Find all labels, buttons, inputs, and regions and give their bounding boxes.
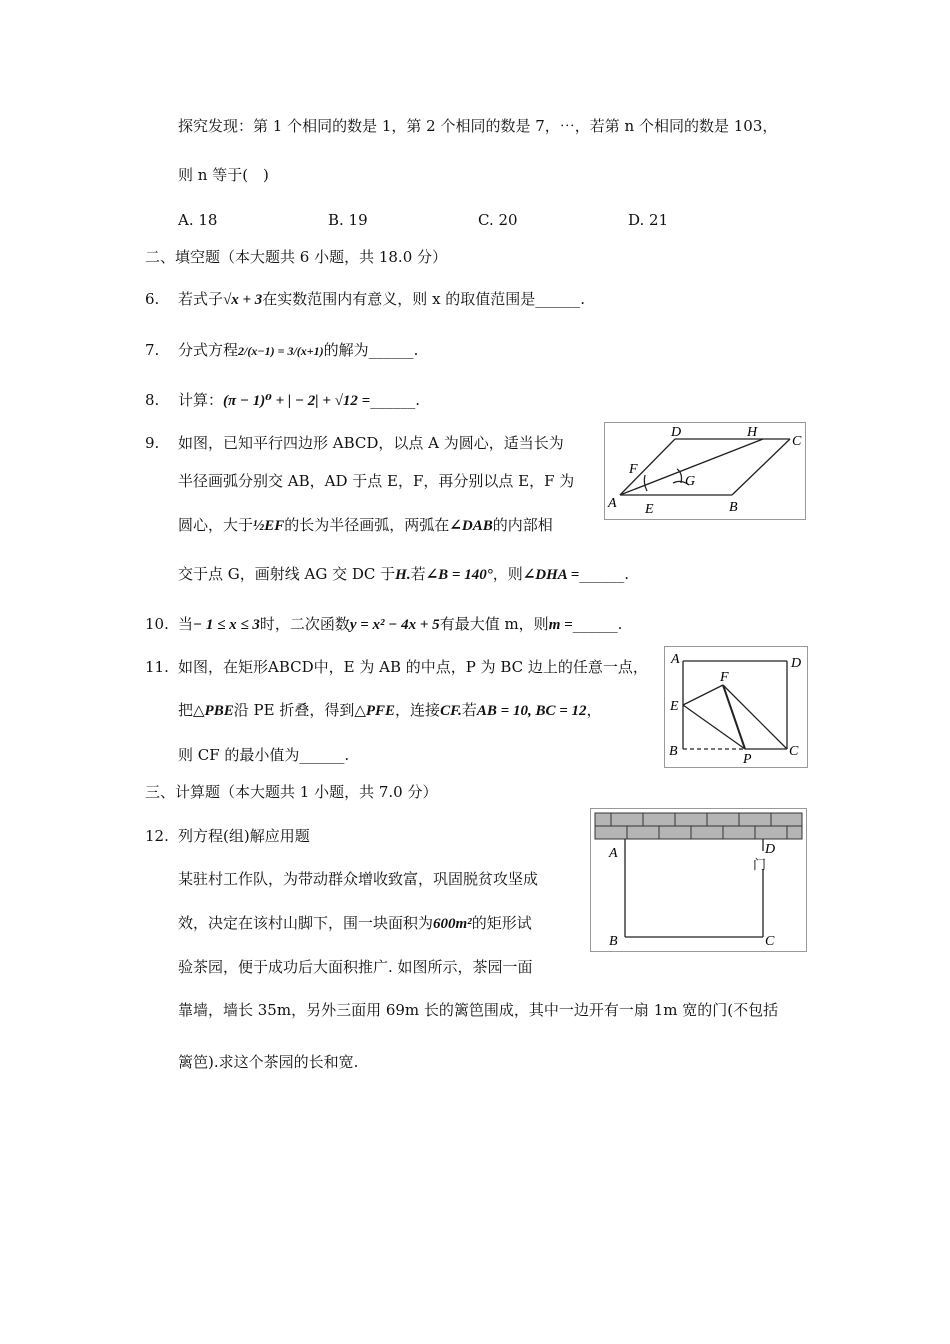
q11-label-a: A <box>671 652 680 667</box>
q12-line1: 某驻村工作队，为带动群众增收致富，巩固脱贫攻坚成 <box>178 870 539 888</box>
q9-label-d: D <box>671 425 682 440</box>
q9-label-f: F <box>629 462 638 477</box>
q12-line4: 靠墙，墙长 35m，另外三面用 69m 长的篱笆围成，其中一边开有一扇 1m 宽的门(不包括 <box>178 1001 779 1019</box>
q12-label-d: D <box>765 842 776 857</box>
q5-option-d: D. 21 <box>628 211 669 229</box>
q12-title: 列方程(组)解应用题 <box>178 827 310 845</box>
q12-label-c: C <box>765 934 775 949</box>
q11-rectangle-figure <box>664 646 808 768</box>
section-3-heading: 三、计算题（本大题共 1 小题，共 7.0 分） <box>145 783 438 801</box>
q7-text: 分式方程2/(x−1) = 3/(x+1)的解为______. <box>178 341 419 359</box>
q6-number: 6. <box>145 290 160 308</box>
q11-label-e: E <box>670 699 679 714</box>
q12-label-b: B <box>609 934 618 949</box>
q11-label-p: P <box>743 752 752 767</box>
q9-label-g: G <box>685 474 696 489</box>
q5-line1: 探究发现：第 1 个相同的数是 1，第 2 个相同的数是 7，⋯，若第 n 个相同的数是 103， <box>178 117 778 135</box>
q12-number: 12. <box>145 827 169 845</box>
q8-math: (π − 1)⁰ + | − 2| + √12 = <box>223 393 371 409</box>
q6-math: √x + 3 <box>223 292 263 308</box>
q11-label-b: B <box>669 744 678 759</box>
q9-parallelogram-figure <box>604 422 806 520</box>
q9-label-b: B <box>729 500 738 515</box>
q11-number: 11. <box>145 658 169 676</box>
q9-label-e: E <box>645 502 654 517</box>
q10-number: 10. <box>145 615 169 633</box>
q11-label-d: D <box>791 656 802 671</box>
q9-label-h: H <box>747 425 758 440</box>
q5-option-a: A. 18 <box>178 211 218 229</box>
q9-line4: 交于点 G，画射线 AG 交 DC 于H.若∠B = 140°，则∠DHA =______. <box>178 565 630 583</box>
q8-number: 8. <box>145 391 160 409</box>
q11-line1: 如图，在矩形ABCD中，E 为 AB 的中点，P 为 BC 边上的任意一点， <box>178 658 648 676</box>
q12-line5: 篱笆).求这个茶园的长和宽. <box>178 1053 359 1071</box>
q5-line2: 则 n 等于( ) <box>178 166 269 184</box>
q12-label-a: A <box>609 846 618 861</box>
q12-label-door: 门 <box>753 858 767 873</box>
q12-line2: 效，决定在该村山脚下，围一块面积为600m²的矩形试 <box>178 914 532 932</box>
q11-label-f: F <box>720 670 729 685</box>
q5-option-b: B. 19 <box>328 211 368 229</box>
brick-wall <box>595 813 802 839</box>
q11-line3: 则 CF 的最小值为______. <box>178 746 350 764</box>
q9-number: 9. <box>145 434 160 452</box>
q9-line2: 半径画弧分别交 AB，AD 于点 E，F，再分别以点 E，F 为 <box>178 472 575 490</box>
q9-label-c: C <box>792 434 802 449</box>
q10-text: 当− 1 ≤ x ≤ 3时，二次函数y = x² − 4x + 5有最大值 m，则m =______. <box>178 615 623 633</box>
q6-text: 若式子√x + 3在实数范围内有意义，则 x 的取值范围是______. <box>178 290 586 308</box>
q12-garden-figure <box>590 808 807 952</box>
q12-line3: 验茶园，便于成功后大面积推广. 如图所示，茶园一面 <box>178 958 533 976</box>
section-2-heading: 二、填空题（本大题共 6 小题，共 18.0 分） <box>145 248 448 266</box>
q11-line2: 把△PBE沿 PE 折叠，得到△PFE，连接CF.若AB = 10, BC = 12， <box>178 701 602 719</box>
q11-label-c: C <box>789 744 799 759</box>
q5-option-c: C. 20 <box>478 211 518 229</box>
q9-line3: 圆心，大于½EF的长为半径画弧，两弧在∠DAB的内部相 <box>178 516 553 534</box>
q9-label-a: A <box>608 496 617 511</box>
q8-text: 计算：(π − 1)⁰ + | − 2| + √12 =______. <box>178 391 420 409</box>
q7-math: 2/(x−1) = 3/(x+1) <box>238 344 324 358</box>
q7-number: 7. <box>145 341 160 359</box>
q9-line1: 如图，已知平行四边形 ABCD，以点 A 为圆心，适当长为 <box>178 434 564 452</box>
